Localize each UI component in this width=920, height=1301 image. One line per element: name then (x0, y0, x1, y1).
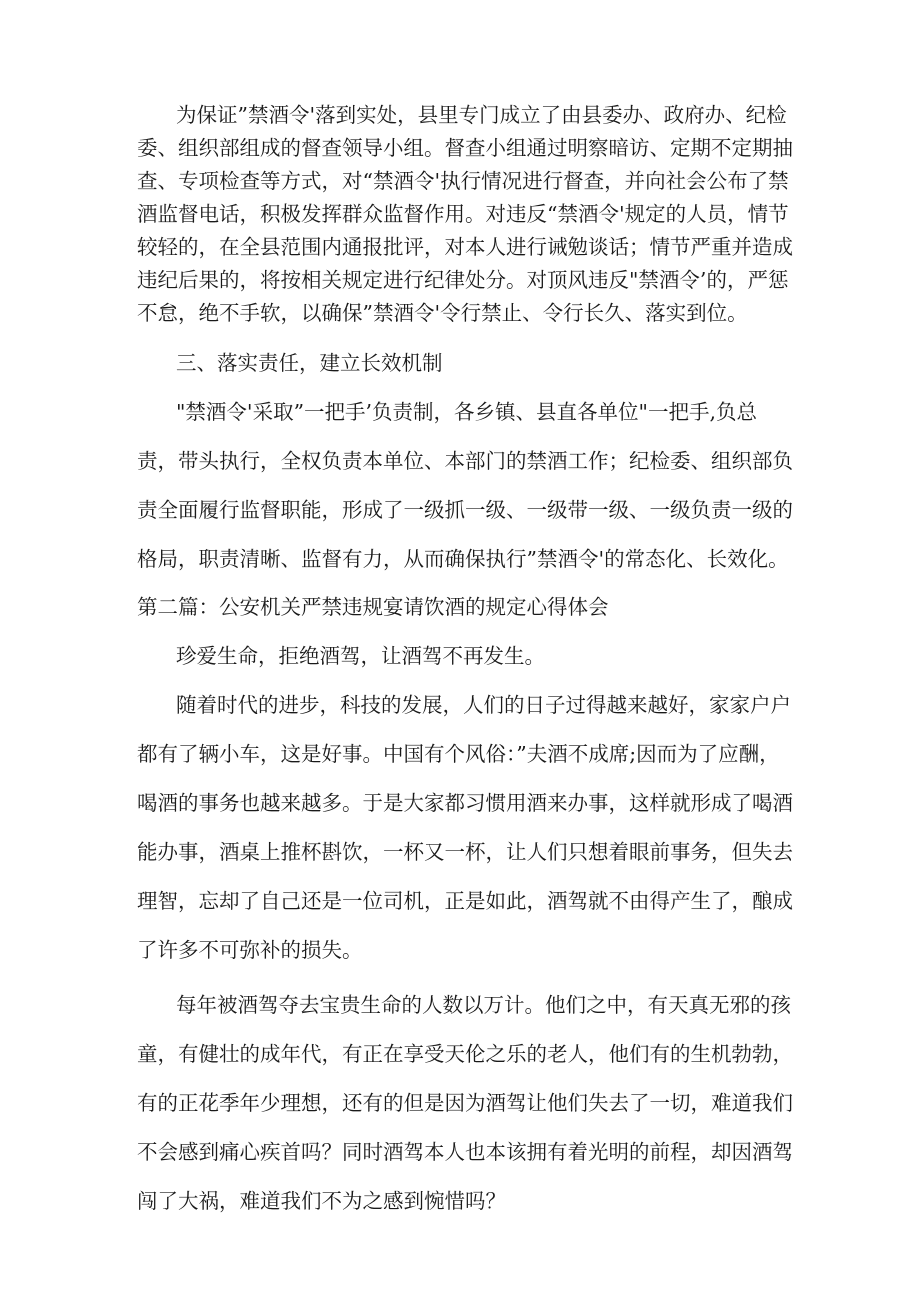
text-line: 了许多不可弥补的损失。 (137, 938, 363, 962)
text-line: 较轻的，在全县范围内通报批评，对本人进行诫勉谈话；情节严重并造成 (137, 235, 793, 259)
text-line: 格局，职责清晰、监督有力，从而确保执行”禁酒令'的常态化、长效化。 (137, 547, 789, 571)
text-line: 童，有健壮的成年代，有正在享受天伦之乐的老人，他们有的生机勃勃， (137, 1042, 793, 1066)
text-line: 理智，忘却了自己还是一位司机，正是如此，酒驾就不由得产生了，酿成 (137, 889, 793, 913)
article-title: 第二篇：公安机关严禁违规宴请饮酒的规定心得体会 (137, 595, 609, 619)
text-line: 能办事，酒桌上推杯斟饮，一杯又一杯，让人们只想着眼前事务，但失去 (137, 840, 793, 864)
text-line: 为保证”禁酒令'落到实处，县里专门成立了由县委办、政府办、纪检 (176, 103, 787, 127)
text-line: 责全面履行监督职能，形成了一级抓一级、一级带一级、一级负责一级的 (137, 498, 793, 522)
text-line: 珍爱生命，拒绝酒驾，让酒驾不再发生。 (176, 644, 545, 668)
section-heading: 三、落实责任，建立长效机制 (176, 351, 443, 375)
text-line: 都有了辆小车，这是好事。中国有个风俗：”夫酒不成席;因而为了应酬， (137, 742, 780, 766)
text-line: 喝酒的事务也越来越多。于是大家都习惯用酒来办事，这样就形成了喝酒 (137, 791, 793, 815)
text-line: 每年被酒驾夺去宝贵生命的人数以万计。他们之中，有天真无邪的孩 (176, 993, 791, 1017)
text-line: 违纪后果的，将按相关规定进行纪律处分。对顶风违反"禁酒令’的，严惩 (137, 268, 789, 292)
text-line: 酒监督电话，积极发挥群众监督作用。对违反“禁酒令'规定的人员，情节 (137, 202, 789, 226)
text-line: 闯了大祸，难道我们不为之感到惋惜吗？ (137, 1189, 506, 1213)
text-line: 不会感到痛心疾首吗？同时酒驾本人也本该拥有着光明的前程，却因酒驾 (137, 1140, 793, 1164)
text-line: 责，带头执行，全权负责本单位、本部门的禁酒工作；纪检委、组织部负 (137, 449, 793, 473)
text-line: 不怠，绝不手软，以确保”禁酒令'令行禁止、令行长久、落实到位。 (137, 301, 748, 325)
text-line: "禁酒令'采取”一把手’负责制，各乡镇、县直各单位"一把手,负总 (176, 400, 758, 424)
text-line: 查、专项检查等方式，对“禁酒令'执行情况进行督查，并向社会公布了禁 (137, 169, 789, 193)
text-line: 委、组织部组成的督查领导小组。督查小组通过明察暗访、定期不定期抽 (137, 136, 793, 160)
text-line: 随着时代的进步，科技的发展，人们的日子过得越来越好，家家户户 (176, 693, 791, 717)
text-line: 有的正花季年少理想，还有的但是因为酒驾让他们失去了一切，难道我们 (137, 1091, 793, 1115)
